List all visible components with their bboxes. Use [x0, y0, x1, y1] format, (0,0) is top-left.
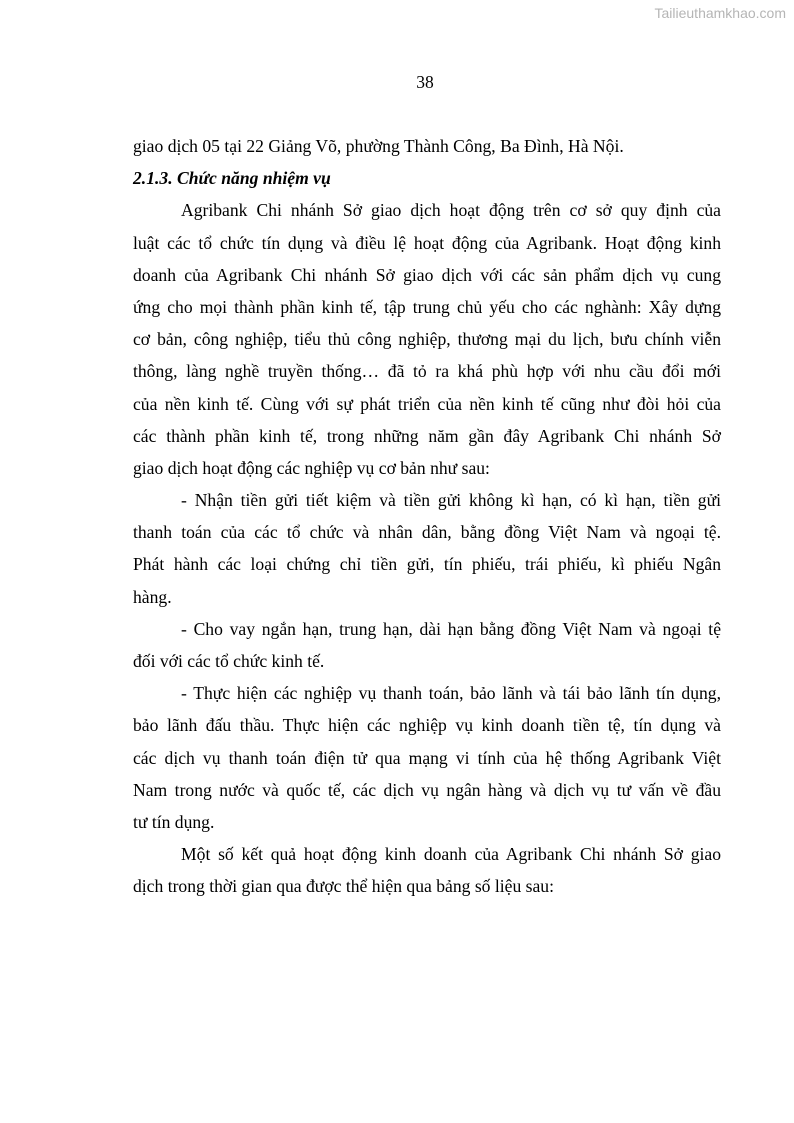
watermark: Tailieuthamkhao.com: [654, 5, 786, 21]
text-line: cơ bản, công nghiệp, tiểu thủ công nghiệp, thương mại du lịch, bưu chính viễn: [133, 329, 721, 350]
text-line: của nền kinh tế. Cùng với sự phát triển của nền kinh tế cũng như đòi hỏi của: [133, 393, 721, 414]
text-line: - Nhận tiền gửi tiết kiệm và tiền gửi không kì hạn, có kì hạn, tiền gửi: [181, 490, 721, 511]
text-line: giao dịch hoạt động các nghiệp vụ cơ bản như sau:: [133, 457, 490, 478]
text-line: Một số kết quả hoạt động kinh doanh của Agribank Chi nhánh Sở giao: [181, 844, 721, 865]
text-line: bảo lãnh đấu thầu. Thực hiện các nghiệp vụ kinh doanh tiền tệ, tín dụng và: [133, 715, 721, 736]
text-line: luật các tổ chức tín dụng và điều lệ hoạt động của Agribank. Hoạt động kinh: [133, 232, 721, 253]
text-line: giao dịch 05 tại 22 Giảng Võ, phường Thành Công, Ba Đình, Hà Nội.: [133, 136, 624, 156]
text-line: các dịch vụ thanh toán điện tử qua mạng vi tính của hệ thống Agribank Việt: [133, 747, 721, 768]
text-line: - Cho vay ngắn hạn, trung hạn, dài hạn bằng đồng Việt Nam và ngoại tệ: [181, 618, 721, 639]
text-line: thông, làng nghề truyền thống… đã tỏ ra khá phù hợp với nhu cầu đổi mới: [133, 361, 721, 382]
text-line: Phát hành các loại chứng chỉ tiền gửi, tín phiếu, trái phiếu, kì phiếu Ngân: [133, 554, 721, 575]
text-line: Agribank Chi nhánh Sở giao dịch hoạt động trên cơ sở quy định của: [181, 200, 721, 221]
text-line: ứng cho mọi thành phần kinh tế, tập trung chủ yếu cho các nghành: Xây dựng: [133, 296, 721, 317]
text-line: hàng.: [133, 586, 172, 607]
text-line: các thành phần kinh tế, trong những năm gần đây Agribank Chi nhánh Sở: [133, 425, 721, 446]
page-number: 38: [416, 72, 434, 92]
text-line: - Thực hiện các nghiệp vụ thanh toán, bảo lãnh và tái bảo lãnh tín dụng,: [181, 683, 721, 704]
document-body: [133, 130, 721, 903]
text-line: đối với các tổ chức kinh tế.: [133, 651, 325, 671]
text-line: Nam trong nước và quốc tế, các dịch vụ ngân hàng và dịch vụ tư vấn về đầu: [133, 779, 721, 800]
text-line: thanh toán của các tổ chức và nhân dân, bằng đồng Việt Nam và ngoại tệ.: [133, 522, 721, 543]
text-line: doanh của Agribank Chi nhánh Sở giao dịch với các sản phẩm dịch vụ cung: [133, 264, 721, 285]
section-heading: 2.1.3. Chức năng nhiệm vụ: [133, 168, 331, 189]
text-line: tư tín dụng.: [133, 811, 215, 832]
text-line: dịch trong thời gian qua được thể hiện qua bảng số liệu sau:: [133, 876, 554, 897]
